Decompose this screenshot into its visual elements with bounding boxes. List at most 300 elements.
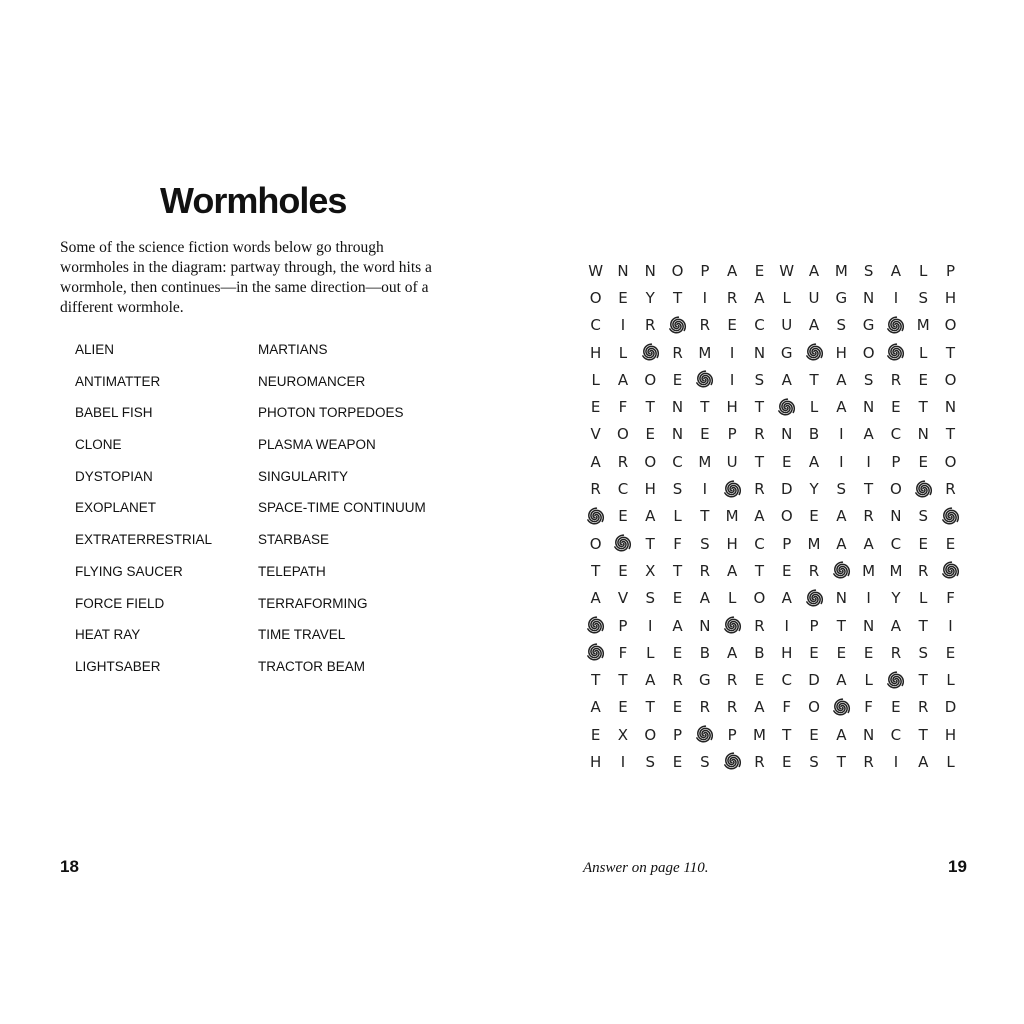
wormhole-icon <box>691 366 718 393</box>
word-list-item: ALIEN <box>75 342 115 357</box>
grid-letter: I <box>866 589 871 608</box>
grid-letter: T <box>618 671 628 690</box>
grid-letter: A <box>808 452 820 471</box>
grid-letter: C <box>590 316 601 335</box>
grid-letter: B <box>754 643 765 662</box>
grid-letter: L <box>919 261 928 280</box>
grid-letter: W <box>588 261 604 280</box>
grid-letter: H <box>944 725 957 744</box>
grid-letter: A <box>836 398 847 417</box>
grid-letter: A <box>754 698 765 717</box>
grid-row <box>582 339 966 366</box>
grid-letter: R <box>890 370 902 389</box>
grid-letter: L <box>673 507 682 526</box>
grid-letter: L <box>618 343 628 362</box>
grid-letter: F <box>618 398 628 417</box>
grid-letter: H <box>781 643 793 662</box>
grid-letter: F <box>864 698 873 717</box>
grid-letter: A <box>808 316 820 335</box>
grid-letter: I <box>948 616 953 635</box>
grid-letter: S <box>836 316 847 335</box>
grid-letter: M <box>807 534 821 553</box>
grid-letter: T <box>672 561 683 580</box>
grid-letter: S <box>918 643 928 662</box>
grid-letter: O <box>644 370 657 389</box>
grid-letter: G <box>780 343 793 362</box>
grid-row <box>582 557 966 584</box>
grid-letter: H <box>835 343 847 362</box>
grid-letter: A <box>645 671 656 690</box>
page-number-right: 19 <box>948 857 967 876</box>
puzzle-title: Wormholes <box>160 180 347 221</box>
grid-letter: P <box>673 725 683 744</box>
wormhole-icon <box>691 721 718 748</box>
wormhole-icon <box>582 503 609 530</box>
wormhole-icon <box>718 748 745 775</box>
grid-row <box>582 366 966 393</box>
grid-letter: N <box>781 425 793 444</box>
grid-letter: T <box>836 752 846 771</box>
grid-letter: G <box>699 671 711 690</box>
grid-letter: O <box>589 288 602 307</box>
grid-letter: R <box>617 452 629 471</box>
grid-letter: B <box>699 643 710 662</box>
grid-letter: E <box>809 507 819 526</box>
grid-letter: N <box>944 398 957 417</box>
grid-letter: T <box>782 725 792 744</box>
grid-letter: D <box>780 480 793 499</box>
grid-letter: O <box>753 589 766 608</box>
grid-letter: O <box>944 370 957 389</box>
grid-letter: I <box>729 343 735 362</box>
grid-letter: H <box>726 534 738 553</box>
grid-letter: T <box>754 398 765 417</box>
word-list-item: TRACTOR BEAM <box>258 658 366 674</box>
wormhole-icon <box>718 475 745 502</box>
grid-letter: U <box>726 452 738 471</box>
wormhole-icon <box>882 666 909 693</box>
grid-letter: E <box>891 698 901 717</box>
grid-letter: S <box>836 480 847 499</box>
grid-letter: T <box>754 452 765 471</box>
grid-letter: C <box>781 671 792 690</box>
grid-letter: P <box>945 261 956 280</box>
grid-letter: L <box>591 370 600 389</box>
grid-letter: E <box>727 316 737 335</box>
grid-letter: A <box>672 616 683 635</box>
word-list <box>75 340 475 689</box>
word-list-item: TIME TRAVEL <box>258 627 346 643</box>
grid-letter: R <box>754 616 765 635</box>
grid-letter: N <box>671 425 684 444</box>
grid-letter: L <box>919 589 928 608</box>
word-list-item: TELEPATH <box>258 563 326 579</box>
grid-letter: E <box>754 671 765 690</box>
grid-letter: N <box>863 725 875 744</box>
grid-letter: E <box>618 507 628 526</box>
grid-row <box>582 257 966 284</box>
wormhole-icon <box>910 475 937 502</box>
grid-letter: R <box>945 480 956 499</box>
grid-letter: O <box>944 452 957 471</box>
grid-letter: E <box>918 370 928 389</box>
grid-letter: C <box>617 480 629 499</box>
grid-row <box>582 503 966 530</box>
grid-letter: P <box>618 616 628 635</box>
grid-letter: P <box>727 725 737 744</box>
grid-letter: A <box>754 288 765 307</box>
word-list-item: SPACE-TIME CONTINUUM <box>258 500 426 516</box>
grid-letter: T <box>700 507 710 526</box>
grid-letter: B <box>808 425 820 444</box>
grid-letter: S <box>863 370 874 389</box>
grid-letter: C <box>672 452 683 471</box>
grid-letter: T <box>754 561 765 580</box>
grid-letter: M <box>698 452 712 471</box>
grid-letter: F <box>782 698 792 717</box>
word-list-item: TERRAFORMING <box>258 595 368 611</box>
grid-letter: R <box>863 507 874 526</box>
grid-letter: E <box>945 534 956 553</box>
grid-letter: Y <box>891 589 901 608</box>
puzzle-instructions: Some of the science fiction words below go through wormholes in the diagram: partway through, the word hits a wormhole, then continues—in the same direction—out of a different wormhole. <box>60 239 432 316</box>
grid-letter: A <box>727 561 738 580</box>
grid-letter: F <box>946 589 955 608</box>
grid-letter: F <box>618 643 628 662</box>
grid-letter: S <box>809 752 819 771</box>
grid-row <box>582 393 966 420</box>
grid-letter: L <box>809 398 819 417</box>
grid-row <box>582 585 966 612</box>
grid-letter: R <box>754 425 765 444</box>
grid-letter: T <box>945 425 956 444</box>
wormhole-icon <box>773 393 800 420</box>
wormhole-icon <box>582 639 609 666</box>
word-list-item: EXTRATERRESTRIAL <box>75 532 213 548</box>
grid-row <box>582 694 966 721</box>
grid-letter: E <box>672 643 683 662</box>
word-list-item: MARTIANS <box>258 342 328 357</box>
grid-letter: E <box>672 370 683 389</box>
wormhole-icon <box>828 557 855 584</box>
wormhole-icon <box>609 530 636 557</box>
grid-letter: T <box>945 343 956 362</box>
grid-letter: S <box>918 288 928 307</box>
grid-letter: R <box>917 698 929 717</box>
grid-row <box>582 448 966 475</box>
grid-letter: R <box>917 561 929 580</box>
grid-letter: I <box>893 752 899 771</box>
grid-letter: E <box>918 452 928 471</box>
grid-letter: S <box>672 480 683 499</box>
grid-letter: O <box>890 480 902 499</box>
grid-letter: P <box>891 452 901 471</box>
grid-letter: A <box>617 370 629 389</box>
grid-letter: E <box>809 725 819 744</box>
grid-letter: P <box>809 616 819 635</box>
grid-letter: R <box>890 643 902 662</box>
grid-letter: E <box>945 643 956 662</box>
wormhole-icon <box>664 312 691 339</box>
grid-letter: I <box>620 316 626 335</box>
answer-note: Answer on page 110. <box>583 860 709 876</box>
grid-letter: I <box>702 288 708 307</box>
grid-letter: I <box>648 616 653 635</box>
grid-letter: E <box>754 261 765 280</box>
word-list-item: LIGHTSABER <box>75 658 161 674</box>
grid-letter: E <box>590 725 601 744</box>
grid-letter: O <box>671 261 684 280</box>
grid-letter: H <box>726 398 738 417</box>
grid-letter: L <box>727 589 737 608</box>
grid-letter: M <box>725 507 739 526</box>
grid-letter: C <box>890 425 902 444</box>
grid-letter: C <box>754 534 765 553</box>
grid-letter: A <box>836 725 847 744</box>
grid-letter: A <box>645 507 656 526</box>
grid-letter: T <box>591 671 601 690</box>
word-list-item: EXOPLANET <box>75 500 157 516</box>
grid-letter: N <box>863 288 875 307</box>
grid-letter: P <box>782 534 792 553</box>
grid-letter: U <box>781 316 793 335</box>
grid-letter: L <box>946 752 955 771</box>
grid-letter: I <box>620 752 626 771</box>
grid-letter: E <box>863 643 874 662</box>
wormhole-icon <box>637 339 664 366</box>
grid-letter: O <box>780 507 793 526</box>
wormhole-icon <box>937 503 964 530</box>
grid-letter: N <box>699 616 711 635</box>
grid-letter: X <box>617 725 629 744</box>
grid-letter: T <box>672 288 683 307</box>
grid-letter: I <box>839 452 844 471</box>
grid-row <box>582 312 966 339</box>
grid-letter: T <box>645 534 655 553</box>
grid-letter: R <box>754 752 765 771</box>
grid-letter: R <box>645 316 656 335</box>
grid-letter: E <box>618 698 628 717</box>
grid-letter: E <box>618 561 628 580</box>
grid-row <box>582 721 966 748</box>
grid-letter: T <box>809 370 819 389</box>
grid-letter: M <box>916 316 930 335</box>
grid-letter: T <box>645 398 655 417</box>
word-list-item: STARBASE <box>258 532 330 548</box>
letter-grid <box>582 257 966 769</box>
grid-letter: T <box>918 725 928 744</box>
grid-letter: S <box>863 261 874 280</box>
grid-letter: A <box>590 589 601 608</box>
wormhole-icon <box>800 585 827 612</box>
grid-letter: N <box>753 343 766 362</box>
grid-letter: R <box>699 316 711 335</box>
grid-letter: E <box>645 425 655 444</box>
grid-letter: S <box>754 370 765 389</box>
grid-letter: E <box>781 752 792 771</box>
grid-letter: L <box>919 343 928 362</box>
word-list-item: NEUROMANCER <box>258 373 366 389</box>
grid-letter: T <box>645 698 655 717</box>
wormhole-icon <box>882 312 909 339</box>
grid-letter: A <box>590 452 601 471</box>
word-list-item: PHOTON TORPEDOES <box>258 405 404 421</box>
grid-letter: I <box>893 288 899 307</box>
grid-letter: I <box>784 616 789 635</box>
grid-letter: F <box>673 534 682 553</box>
grid-letter: L <box>646 643 655 662</box>
grid-letter: O <box>617 425 629 444</box>
grid-letter: V <box>617 589 629 608</box>
grid-letter: A <box>754 507 765 526</box>
grid-letter: S <box>700 752 710 771</box>
grid-letter: O <box>862 343 875 362</box>
wormhole-icon <box>882 339 909 366</box>
grid-letter: W <box>779 261 795 280</box>
grid-letter: A <box>590 698 601 717</box>
grid-letter: C <box>754 316 765 335</box>
grid-letter: A <box>918 752 929 771</box>
grid-letter: S <box>918 507 928 526</box>
grid-letter: R <box>808 561 820 580</box>
grid-letter: A <box>699 589 710 608</box>
grid-letter: A <box>727 261 738 280</box>
grid-letter: E <box>590 398 601 417</box>
grid-letter: G <box>862 316 875 335</box>
grid-letter: E <box>809 643 819 662</box>
grid-letter: A <box>836 534 847 553</box>
grid-letter: O <box>644 452 657 471</box>
grid-letter: N <box>890 507 902 526</box>
grid-letter: P <box>727 425 737 444</box>
grid-letter: E <box>891 398 901 417</box>
grid-letter: R <box>754 480 765 499</box>
word-list-item: SINGULARITY <box>258 468 349 484</box>
wormhole-icon <box>828 694 855 721</box>
grid-letter: A <box>890 616 902 635</box>
grid-letter: O <box>589 534 602 553</box>
grid-letter: I <box>839 425 844 444</box>
grid-row <box>582 284 966 311</box>
grid-letter: N <box>917 425 929 444</box>
grid-letter: T <box>918 616 928 635</box>
grid-letter: L <box>864 671 873 690</box>
grid-letter: I <box>729 370 735 389</box>
grid-letter: G <box>835 288 848 307</box>
grid-row <box>582 666 966 693</box>
grid-letter: A <box>781 370 792 389</box>
grid-letter: R <box>590 480 601 499</box>
grid-letter: U <box>808 288 820 307</box>
grid-letter: N <box>644 261 656 280</box>
grid-letter: S <box>645 752 655 771</box>
grid-letter: T <box>918 398 928 417</box>
grid-letter: T <box>918 671 928 690</box>
grid-letter: E <box>618 288 628 307</box>
grid-letter: A <box>836 507 847 526</box>
grid-letter: N <box>863 398 875 417</box>
wormhole-icon <box>582 612 609 639</box>
grid-letter: O <box>808 698 820 717</box>
grid-letter: I <box>702 480 708 499</box>
grid-letter: R <box>672 671 683 690</box>
word-list-item: HEAT RAY <box>75 627 141 643</box>
grid-letter: E <box>781 561 792 580</box>
grid-letter: N <box>863 616 875 635</box>
grid-letter: S <box>645 589 655 608</box>
grid-letter: R <box>863 752 874 771</box>
grid-letter: A <box>836 370 847 389</box>
grid-letter: H <box>590 752 602 771</box>
grid-letter: V <box>590 425 601 444</box>
grid-letter: R <box>699 561 711 580</box>
word-list-item: PLASMA WEAPON <box>258 437 376 453</box>
grid-letter: N <box>835 589 847 608</box>
grid-letter: C <box>890 534 902 553</box>
grid-letter: Y <box>809 480 819 499</box>
grid-row <box>582 612 966 639</box>
grid-row <box>582 748 966 775</box>
grid-letter: O <box>644 725 657 744</box>
grid-letter: H <box>944 288 957 307</box>
grid-letter: D <box>808 671 820 690</box>
grid-letter: R <box>699 698 711 717</box>
grid-letter: M <box>834 261 848 280</box>
grid-letter: Y <box>645 288 655 307</box>
grid-letter: A <box>781 589 792 608</box>
grid-letter: M <box>862 561 876 580</box>
grid-letter: E <box>672 752 683 771</box>
grid-letter: R <box>726 288 738 307</box>
grid-letter: A <box>836 671 847 690</box>
grid-row <box>582 639 966 666</box>
word-list-item: FLYING SAUCER <box>75 563 183 579</box>
word-list-item: ANTIMATTER <box>75 373 161 389</box>
grid-letter: E <box>672 698 683 717</box>
grid-letter: A <box>727 643 738 662</box>
grid-row <box>582 530 966 557</box>
grid-letter: R <box>726 698 738 717</box>
word-list-item: DYSTOPIAN <box>75 468 153 484</box>
grid-letter: E <box>781 452 792 471</box>
grid-letter: C <box>890 725 902 744</box>
wormhole-icon <box>718 612 745 639</box>
grid-letter: X <box>645 561 656 580</box>
grid-letter: T <box>700 398 710 417</box>
wormhole-icon <box>937 557 964 584</box>
grid-letter: L <box>946 671 955 690</box>
grid-letter: I <box>866 452 871 471</box>
grid-row <box>582 475 966 502</box>
page-number-left: 18 <box>60 857 79 876</box>
grid-letter: E <box>672 589 683 608</box>
grid-letter: N <box>671 398 684 417</box>
grid-letter: E <box>836 643 847 662</box>
grid-letter: L <box>782 288 791 307</box>
grid-letter: A <box>863 425 874 444</box>
grid-letter: A <box>808 261 820 280</box>
grid-letter: S <box>700 534 710 553</box>
word-list-item: FORCE FIELD <box>75 595 165 611</box>
grid-row <box>582 421 966 448</box>
wormhole-icon <box>800 339 827 366</box>
grid-letter: M <box>752 725 766 744</box>
grid-letter: O <box>944 316 957 335</box>
grid-letter: H <box>644 480 656 499</box>
grid-letter: N <box>617 261 629 280</box>
grid-letter: E <box>700 425 710 444</box>
grid-letter: T <box>591 561 601 580</box>
